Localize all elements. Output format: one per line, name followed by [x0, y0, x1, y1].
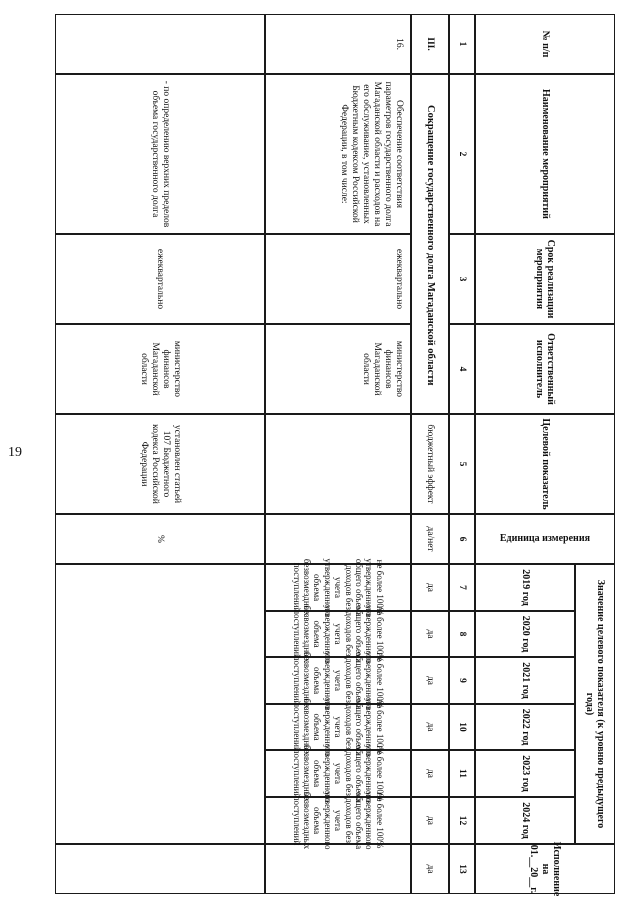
header-unit-text: Единица измерения: [499, 533, 591, 545]
header-execution: Исполнение на 01.__20__г.: [475, 844, 615, 894]
col-number-11: 11: [449, 750, 475, 797]
row16-num: 16.: [265, 14, 411, 74]
header-deadline: Срок реализации мероприятия: [475, 234, 615, 324]
budget-value-2019: да: [411, 564, 449, 611]
col-number-4: 4: [449, 324, 475, 414]
header-year-2019: 2019 год: [475, 564, 575, 611]
budget-effect-unit: да/нет: [411, 514, 449, 564]
budget-value-2022: да: [411, 704, 449, 750]
row16-limit-2024: не более 100% утвержденного общего объема доходов без учета утвержденного объема безвозмездных поступлений: [291, 791, 385, 850]
col-number-12: 12: [449, 797, 475, 844]
row16-responsible: министерство финансов Магаданской области: [265, 324, 411, 414]
col-number-8: 8: [449, 611, 475, 657]
section-title: Сокращение государственного долга Магаданской области: [411, 74, 449, 414]
header-year-2021: 2021 год: [475, 657, 575, 704]
budget-value-2024: да: [411, 797, 449, 844]
row16-limit-2022: не более 100% утвержденного общего объема доходов без учета утвержденного объема безвозмездных поступлений: [291, 698, 385, 757]
col-number-3: 3: [449, 234, 475, 324]
header-unit: [475, 514, 615, 564]
row16-limit-2021: не более 100% утвержденного общего объема доходов без учета утвержденного объема безвозмездных поступлений: [291, 651, 385, 710]
header-num: № п/п: [475, 14, 615, 74]
subrow-execution: [55, 844, 265, 894]
row16-target: [265, 414, 411, 514]
col-number-13: 13: [449, 844, 475, 894]
row16-unit: [265, 514, 411, 564]
header-value-group: Значение целевого показателя (к уровню предыдущего года): [575, 564, 615, 844]
col-number-5: 5: [449, 414, 475, 514]
subrow-responsible: министерство финансов Магаданской области: [55, 324, 265, 414]
header-year-2023: 2023 год: [475, 750, 575, 797]
subrow-name: - по определению верхних пределов объема государственного долга: [55, 74, 265, 234]
subrow-target: установлен статьей 107 Бюджетного кодекса Российской Федерации: [55, 414, 265, 514]
section-num: III.: [411, 14, 449, 74]
row16-execution: [265, 844, 411, 894]
row16-deadline: ежеквартально: [265, 234, 411, 324]
col-number-7: 7: [449, 564, 475, 611]
row16-limit-2020: не более 100% утвержденного общего объема доходов без учета утвержденного объема безвозмездных поступлений: [291, 605, 385, 664]
measures-table: [55, 14, 615, 897]
subrow-unit: %: [55, 514, 265, 564]
header-year-2022: 2022 год: [475, 704, 575, 750]
header-responsible: Ответственный исполнитель: [475, 324, 615, 414]
page-number: 19: [8, 445, 22, 460]
budget-value-2020: да: [411, 611, 449, 657]
budget-value-2021: да: [411, 657, 449, 704]
header-year-2020: 2020 год: [475, 611, 575, 657]
header-target: Целевой показатель: [475, 414, 615, 514]
subrow-num: [55, 14, 265, 74]
subrow-values: [55, 564, 265, 844]
col-number-10: 10: [449, 704, 475, 750]
col-number-1: 1: [449, 14, 475, 74]
col-number-6: 6: [449, 514, 475, 564]
rotated-page: [55, 14, 615, 897]
row16-limit-2019: не более 100% утвержденного общего объема доходов без учета утвержденного объема безвозмездных поступлений: [291, 558, 385, 617]
budget-value-execution: да: [411, 844, 449, 894]
row16-name: Обеспечение соответствия параметров государственного долга Магаданской области и расходов на его обслуживание, установленных Бюджетным кодексом Российской Федерации, в том числе:: [265, 74, 411, 234]
budget-effect-target: бюджетный эффект: [411, 414, 449, 514]
subrow-deadline: ежеквартально: [55, 234, 265, 324]
header-year-2024: 2024 год: [475, 797, 575, 844]
budget-value-2023: да: [411, 750, 449, 797]
col-number-9: 9: [449, 657, 475, 704]
row16-limit-2023: не более 100% утвержденного общего объема доходов без учета утвержденного объема безвозмездных поступлений: [291, 744, 385, 803]
header-name: Наименование мероприятий: [475, 74, 615, 234]
col-number-2: 2: [449, 74, 475, 234]
